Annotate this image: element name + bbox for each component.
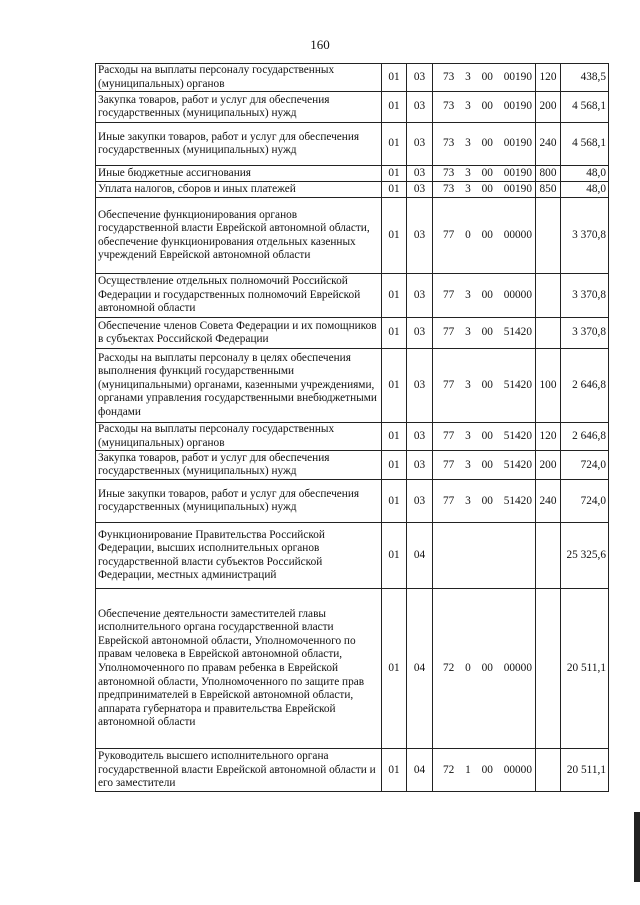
expense-type-cell (536, 523, 561, 589)
target-article-part: 77 (443, 288, 455, 301)
subsection-code-cell: 03 (407, 318, 433, 349)
target-article-part: 77 (443, 429, 455, 442)
target-article-part: 00 (481, 288, 493, 301)
expense-type-cell: 240 (536, 123, 561, 166)
amount-cell: 2 646,8 (561, 423, 609, 451)
target-article-part: 00190 (503, 182, 532, 195)
target-article-part: 00 (481, 494, 493, 507)
expense-name-cell: Закупка товаров, работ и услуг для обеспечения государственных (муниципальных) нужд (96, 451, 382, 480)
target-article-cell (433, 451, 536, 480)
table-row (96, 182, 609, 198)
target-article-part: 00190 (503, 70, 532, 83)
section-code-cell: 01 (382, 589, 407, 749)
table-row (96, 749, 609, 792)
target-article-part: 3 (465, 429, 471, 442)
target-article-code (435, 183, 533, 197)
target-article-part: 00 (481, 228, 493, 241)
target-article-part: 00 (481, 326, 493, 339)
expense-type-cell: 120 (536, 423, 561, 451)
table-row (96, 589, 609, 749)
target-article-code (435, 430, 533, 444)
section-code-cell: 01 (382, 480, 407, 523)
subsection-code-cell: 03 (407, 423, 433, 451)
table-row (96, 92, 609, 123)
expense-name-cell: Закупка товаров, работ и услуг для обеспечения государственных (муниципальных) нужд (96, 92, 382, 123)
section-code-cell: 01 (382, 166, 407, 182)
target-article-cell (433, 349, 536, 423)
page-number: 160 (310, 37, 330, 52)
target-article-cell (433, 198, 536, 274)
target-article-code (435, 137, 533, 151)
target-article-part: 3 (465, 378, 471, 391)
target-article-code (435, 100, 533, 114)
target-article-part: 51420 (503, 429, 532, 442)
target-article-part: 73 (443, 70, 455, 83)
target-article-part: 77 (443, 326, 455, 339)
target-article-part: 73 (443, 166, 455, 179)
amount-cell: 438,5 (561, 64, 609, 92)
subsection-code-cell: 03 (407, 198, 433, 274)
expense-name-cell: Обеспечение деятельности заместителей главы исполнительного органа государственной власти Еврейской автономной области, Уполномоченного по правам человека в Еврейской автономной области, Уполномоченного по правам ребенка в Еврейской автономной области, Уполномоченного по защите прав предпринимателей в Еврейской автономной области, аппарата губернатора и правительства Еврейской автономной области (96, 589, 382, 749)
target-article-part: 72 (443, 662, 455, 675)
target-article-part: 00000 (503, 662, 532, 675)
target-article-part: 3 (465, 494, 471, 507)
target-article-code (435, 379, 533, 393)
subsection-code-cell: 04 (407, 589, 433, 749)
target-article-part: 77 (443, 458, 455, 471)
target-article-part: 3 (465, 326, 471, 339)
amount-cell: 3 370,8 (561, 318, 609, 349)
section-code-cell: 01 (382, 198, 407, 274)
amount-cell: 3 370,8 (561, 198, 609, 274)
page-edge-mark (634, 812, 640, 882)
target-article-part: 3 (465, 182, 471, 195)
amount-cell: 2 646,8 (561, 349, 609, 423)
amount-cell: 20 511,1 (561, 589, 609, 749)
target-article-cell (433, 182, 536, 198)
target-article-part: 1 (465, 763, 471, 776)
expense-name-cell: Иные бюджетные ассигнования (96, 166, 382, 182)
section-code-cell: 01 (382, 318, 407, 349)
expense-name-cell: Расходы на выплаты персоналу государственных (муниципальных) органов (96, 423, 382, 451)
target-article-cell (433, 423, 536, 451)
section-code-cell: 01 (382, 423, 407, 451)
target-article-part: 51420 (503, 326, 532, 339)
expense-name-cell: Расходы на выплаты персоналу в целях обеспечения выполнения функций государственными (муниципальными) органами, казенными учреждениями, органами управления государственными внебюджетными фондами (96, 349, 382, 423)
table-row (96, 349, 609, 423)
target-article-part: 77 (443, 494, 455, 507)
target-article-cell (433, 274, 536, 318)
expense-type-cell: 850 (536, 182, 561, 198)
expense-type-cell (536, 198, 561, 274)
target-article-code (435, 662, 533, 676)
target-article-part: 3 (465, 100, 471, 113)
table-row (96, 64, 609, 92)
target-article-part: 51420 (503, 458, 532, 471)
target-article-cell (433, 318, 536, 349)
section-code-cell: 01 (382, 523, 407, 589)
target-article-part: 00 (481, 429, 493, 442)
table-row (96, 423, 609, 451)
expense-name-cell: Руководитель высшего исполнительного органа государственной власти Еврейской автономной области и его заместители (96, 749, 382, 792)
target-article-code (435, 326, 533, 340)
target-article-code (435, 167, 533, 181)
expense-type-cell: 240 (536, 480, 561, 523)
target-article-part: 72 (443, 763, 455, 776)
target-article-part: 51420 (503, 378, 532, 391)
target-article-part: 00 (481, 662, 493, 675)
target-article-part: 0 (465, 662, 471, 675)
amount-cell: 25 325,6 (561, 523, 609, 589)
target-article-part: 77 (443, 228, 455, 241)
amount-cell: 48,0 (561, 166, 609, 182)
target-article-part: 0 (465, 228, 471, 241)
target-article-part: 00 (481, 378, 493, 391)
target-article-part: 3 (465, 166, 471, 179)
target-article-code (435, 71, 533, 85)
target-article-part: 73 (443, 182, 455, 195)
target-article-part: 77 (443, 378, 455, 391)
subsection-code-cell: 04 (407, 749, 433, 792)
section-code-cell: 01 (382, 749, 407, 792)
subsection-code-cell: 03 (407, 92, 433, 123)
target-article-part: 00 (481, 182, 493, 195)
target-article-part: 00 (481, 166, 493, 179)
target-article-part: 00190 (503, 100, 532, 113)
expense-type-cell: 200 (536, 451, 561, 480)
budget-table (95, 63, 609, 792)
target-article-part: 3 (465, 288, 471, 301)
subsection-code-cell: 03 (407, 166, 433, 182)
subsection-code-cell: 03 (407, 480, 433, 523)
target-article-cell (433, 92, 536, 123)
target-article-cell (433, 480, 536, 523)
table-row (96, 198, 609, 274)
expense-name-cell: Обеспечение функционирования органов государственной власти Еврейской автономной области, обеспечение функционирования отдельных казенных учреждений Еврейской автономной области (96, 198, 382, 274)
expense-type-cell (536, 589, 561, 749)
target-article-cell (433, 166, 536, 182)
target-article-part: 3 (465, 137, 471, 150)
amount-cell: 4 568,1 (561, 123, 609, 166)
table-row (96, 274, 609, 318)
table-row (96, 451, 609, 480)
subsection-code-cell: 03 (407, 182, 433, 198)
target-article-code (435, 459, 533, 473)
amount-cell: 48,0 (561, 182, 609, 198)
expense-type-cell (536, 749, 561, 792)
subsection-code-cell: 04 (407, 523, 433, 589)
subsection-code-cell: 03 (407, 349, 433, 423)
subsection-code-cell: 03 (407, 274, 433, 318)
target-article-part: 00000 (503, 288, 532, 301)
table-row (96, 123, 609, 166)
section-code-cell: 01 (382, 349, 407, 423)
section-code-cell: 01 (382, 182, 407, 198)
expense-type-cell: 100 (536, 349, 561, 423)
amount-cell: 20 511,1 (561, 749, 609, 792)
table-row (96, 523, 609, 589)
expense-name-cell: Расходы на выплаты персоналу государственных (муниципальных) органов (96, 64, 382, 92)
target-article-part: 00 (481, 100, 493, 113)
target-article-code (435, 495, 533, 509)
amount-cell: 724,0 (561, 480, 609, 523)
target-article-part: 3 (465, 458, 471, 471)
amount-cell: 4 568,1 (561, 92, 609, 123)
expense-name-cell: Уплата налогов, сборов и иных платежей (96, 182, 382, 198)
expense-name-cell: Обеспечение членов Совета Федерации и их помощников в субъектах Российской Федерации (96, 318, 382, 349)
amount-cell: 3 370,8 (561, 274, 609, 318)
table-row (96, 166, 609, 182)
subsection-code-cell: 03 (407, 64, 433, 92)
target-article-code (435, 289, 533, 303)
budget-table-body (96, 64, 609, 792)
amount-cell: 724,0 (561, 451, 609, 480)
target-article-part: 00000 (503, 763, 532, 776)
target-article-part: 00190 (503, 137, 532, 150)
target-article-part: 00 (481, 70, 493, 83)
table-row (96, 480, 609, 523)
section-code-cell: 01 (382, 123, 407, 166)
target-article-cell (433, 749, 536, 792)
target-article-code (435, 229, 533, 243)
target-article-cell (433, 589, 536, 749)
expense-type-cell: 800 (536, 166, 561, 182)
expense-name-cell: Осуществление отдельных полномочий Российской Федерации и государственных полномочий Еврейской автономной области (96, 274, 382, 318)
target-article-part: 00 (481, 458, 493, 471)
table-row (96, 318, 609, 349)
target-article-part: 00190 (503, 166, 532, 179)
subsection-code-cell: 03 (407, 123, 433, 166)
target-article-cell (433, 64, 536, 92)
expense-type-cell (536, 274, 561, 318)
expense-type-cell: 200 (536, 92, 561, 123)
expense-type-cell (536, 318, 561, 349)
target-article-part: 00000 (503, 228, 532, 241)
expense-name-cell: Иные закупки товаров, работ и услуг для обеспечения государственных (муниципальных) нужд (96, 480, 382, 523)
expense-name-cell: Иные закупки товаров, работ и услуг для обеспечения государственных (муниципальных) нужд (96, 123, 382, 166)
section-code-cell: 01 (382, 451, 407, 480)
target-article-cell (433, 523, 536, 589)
target-article-part: 51420 (503, 494, 532, 507)
target-article-part: 00 (481, 763, 493, 776)
expense-type-cell: 120 (536, 64, 561, 92)
subsection-code-cell: 03 (407, 451, 433, 480)
target-article-part: 73 (443, 100, 455, 113)
target-article-part: 3 (465, 70, 471, 83)
section-code-cell: 01 (382, 92, 407, 123)
target-article-part: 73 (443, 137, 455, 150)
target-article-part: 00 (481, 137, 493, 150)
section-code-cell: 01 (382, 274, 407, 318)
target-article-code (435, 764, 533, 778)
target-article-cell (433, 123, 536, 166)
section-code-cell: 01 (382, 64, 407, 92)
expense-name-cell: Функционирование Правительства Российской Федерации, высших исполнительных органов государственной власти субъектов Российской Федерации, местных администраций (96, 523, 382, 589)
